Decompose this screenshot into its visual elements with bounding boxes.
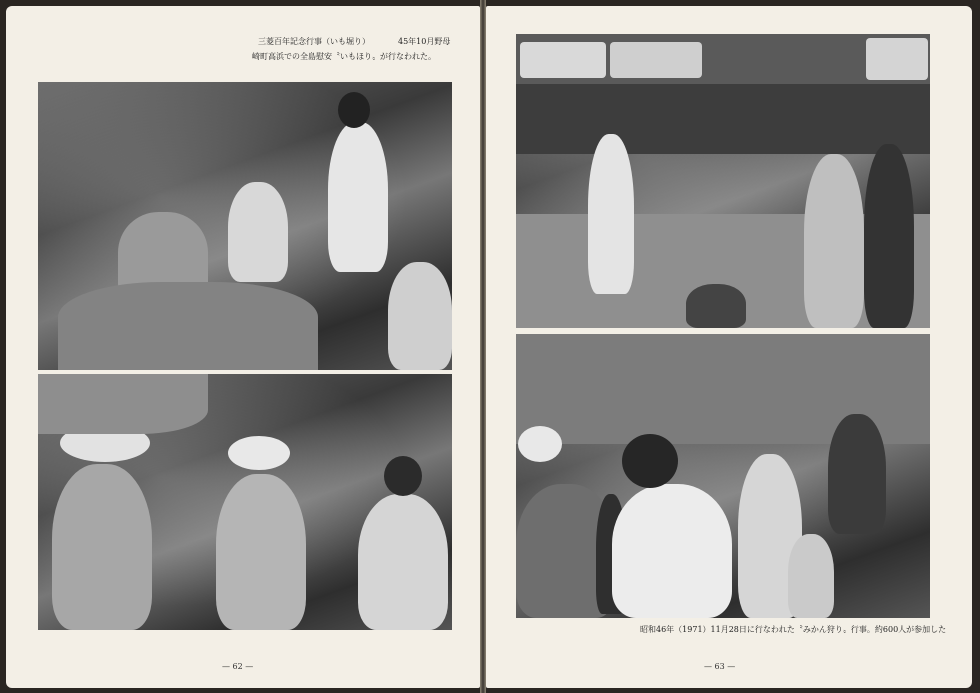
right-page bbox=[486, 6, 972, 688]
page-number-left: — 62 — bbox=[222, 662, 254, 671]
subtitle: 崎町高浜での全島慰安〝いもほり〟が行なわれた。 bbox=[252, 52, 436, 61]
page-number-right: — 63 — bbox=[704, 662, 736, 671]
photo-potato-digging-1 bbox=[38, 82, 452, 370]
event-title: 三菱百年記念行事（いも堀り） bbox=[258, 37, 370, 46]
photo-potato-digging-2 bbox=[38, 374, 452, 630]
date-note: 45年10月野母 bbox=[398, 37, 451, 46]
photo-caption: 昭和46年（1971）11月28日に行なわれた〝みかん狩り〟行事。約600人が参加した bbox=[640, 625, 947, 634]
left-page bbox=[6, 6, 480, 688]
photo-mikan-walkers bbox=[516, 334, 930, 618]
photo-mikan-crowd bbox=[516, 34, 930, 328]
